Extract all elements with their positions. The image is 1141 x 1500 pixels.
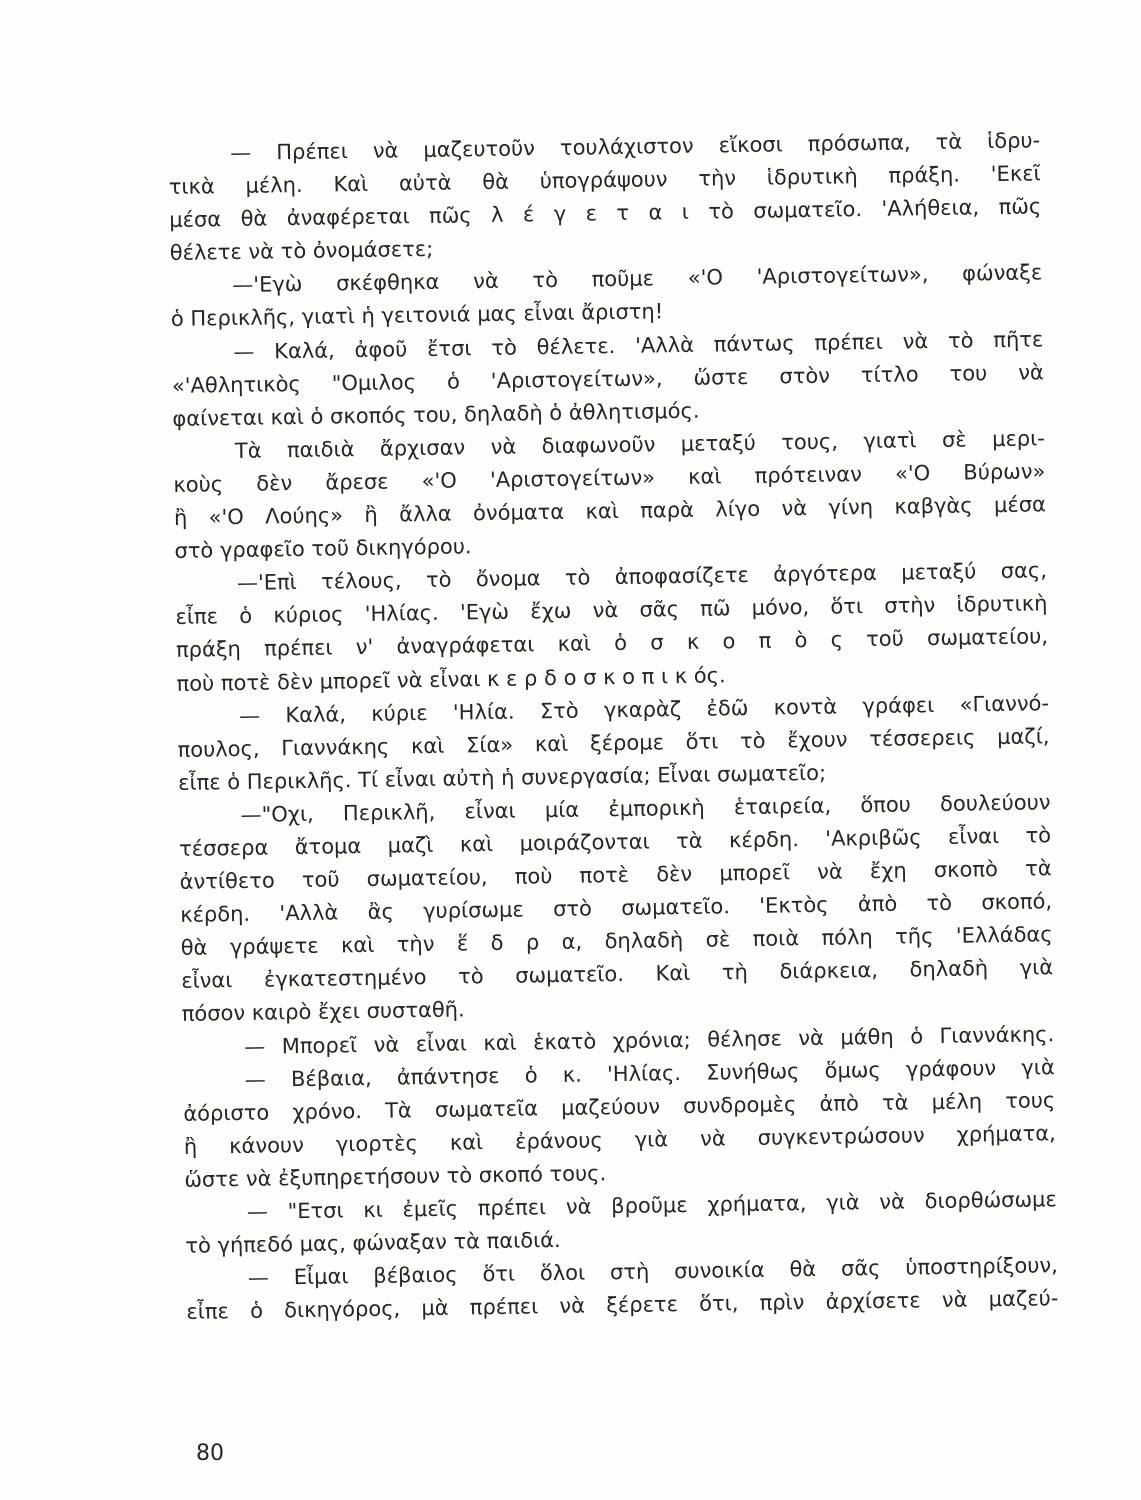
text-line: — Μπορεῖ νὰ εἶναι καὶ ἑκατὸ χρόνια; θέλησε νὰ μάθη ὁ Γιαννάκης. [244,1021,1055,1059]
text-line: — Καλά, ἀφοῦ ἔτσι τὸ θέλετε. 'Αλλὰ πάντως πρέπει νὰ τὸ πῆτε [233,326,1044,364]
text-line: —'Επὶ τέλους, τὸ ὄνομα τὸ ἀποφασίζετε ἀργότερα μεταξύ σας, [236,558,1048,596]
text-line: φαίνεται καὶ ὁ σκοπός του, δηλαδὴ ὁ ἀθλητισμός. [172,398,700,431]
text-line: τέσσερα ἄτομα μαζὶ καὶ μοιράζονται τὰ κέρδη. 'Ακριβῶς εἶναι τὸ [178,823,1052,861]
text-line: — "Ετσι κι ἐμεῖς πρέπει νὰ βροῦμε χρήματα, γιὰ νὰ διορθώσωμε [246,1187,1057,1224]
text-line: εἶπε ὁ κύριος 'Ηλίας. 'Εγὼ ἔχω νὰ σᾶς πῶ μόνο, ὅτι στὴν ἱδρυτικὴ [175,591,1048,630]
text-line: κέρδη. 'Αλλὰ ἂς γυρίσωμε στὸ σωματεῖο. 'Εκτὸς ἀπὸ τὸ σκοπό, [180,889,1053,928]
text-line: θέλετε νὰ τὸ ὀνομάσετε; [169,237,434,266]
text-line: πουλος, Γιαννάκης καὶ Σία» καὶ ξέρομε ὅτι τὸ ἔχουν τέσσερεις μαζί, [177,723,1050,762]
text-line: στὸ γραφεῖο τοῦ δικηγόρου. [174,534,472,564]
text-line: εἶπε ὁ δικηγόρος, μὰ πρέπει νὰ ξέρετε ὅτι, πρὶν ἀρχίσετε νὰ μαζεύ- [186,1286,1059,1325]
page-number: 80 [196,1441,224,1466]
text-line: ἢ κάνουν γιορτὲς καὶ ἐράνους γιὰ νὰ συγκεντρώσουν χρήματα, [183,1120,1056,1159]
text-line: μέσα θὰ ἀναφέρεται πῶς λ έ γ ε τ α ι τὸ σωματεῖο. 'Αλήθεια, πῶς [169,194,1042,233]
text-line: Τὰ παιδιὰ ἄρχισαν νὰ διαφωνοῦν μεταξύ τους, γιατὶ σὲ μερι- [234,426,1046,463]
text-line: ὥστε νὰ ἐξυπηρετήσουν τὸ σκοπό τους. [184,1161,607,1192]
text-line: εἶπε ὁ Περικλῆς. Τί εἶναι αὐτὴ ἡ συνεργασία; Εἶναι σωματεῖο; [177,760,827,795]
text-line: τικὰ μέλη. Καὶ αὐτὰ θὰ ὑπογράψουν τὴν ἱδρυτικὴ πράξη. 'Εκεῖ [168,161,1041,200]
text-line: τὸ γήπεδό μας, φώναξαν τὰ παιδιά. [185,1228,561,1258]
text-line: ἢ «'Ο Λούης» ἢ ἄλλα ὀνόματα καὶ παρὰ λίγο νὰ γίνη καβγὰς μέσα [173,492,1047,530]
text-line: ἀόριστο χρόνο. Τὰ σωματεῖα μαζεύουν συνδρομὲς ἀπὸ τὰ μέλη τους [183,1087,1056,1126]
text-line: — Βέβαια, ἀπάντησε ὁ κ. 'Ηλίας. Συνήθως ὅμως γράφουν γιὰ [244,1054,1055,1092]
text-line: πράξη πρέπει ν' ἀναγράφεται καὶ ὁ σ κ ο π ὸ ς τοῦ σωματείου, [175,624,1049,663]
text-line: — Εἶμαι βέβαιος ὅτι ὅλοι στὴ συνοικία θὰ σᾶς ὑποστηρίξουν, [247,1253,1059,1291]
text-line: ὁ Περικλῆς, γιατὶ ἡ γειτονιά μας εἶναι ἄριστη! [170,299,664,332]
text-line: —"Οχι, Περικλῆ, εἶναι μία ἐμπορικὴ ἑταιρεία, ὅπου δουλεύουν [240,790,1051,827]
text-line: «'Αθλητικὸς "Ομιλος ὁ 'Αριστογείτων», ὥστε στὸν τίτλο του νὰ [171,359,1044,398]
text-line: εἶναι ἐγκατεστημένο τὸ σωματεῖο. Καὶ τὴ διάρκεια, δηλαδὴ γιὰ [181,955,1054,994]
text-line: ἀντίθετο τοῦ σωματείου, ποὺ ποτὲ δὲν μπορεῖ νὰ ἔχη σκοπὸ τὰ [179,856,1052,894]
text-line: — Καλά, κύριε 'Ηλία. Στὸ γκαρὰζ ἐδῶ κοντὰ γράφει «Γιαννό- [238,690,1050,728]
text-line: ποὺ ποτὲ δὲν μπορεῖ νὰ εἶναι κ ε ρ δ ο σ κ ο π ι κ ός. [176,662,726,696]
body-text [168,124,1059,1329]
text-line: πόσον καιρὸ ἔχει συσταθῆ. [181,997,465,1027]
text-line: κοὺς δὲν ἄρεσε «'Ο 'Αριστογείτων» καὶ πρότειναν «'Ο Βύρων» [173,459,1046,497]
text-line: —'Εγὼ σκέφθηκα νὰ τὸ ποῦμε «'Ο 'Αριστογείτων», φώναξε [232,260,1043,298]
text-line: — Πρέπει νὰ μαζευτοῦν τουλάχιστον εἴκοσι πρόσωπα, τὰ ἱδρυ- [230,128,1041,166]
text-line: θὰ γράψετε καὶ τὴν ἕ δ ρ α, δηλαδὴ σὲ ποιὰ πόλη τῆς 'Ελλάδας [180,922,1053,961]
